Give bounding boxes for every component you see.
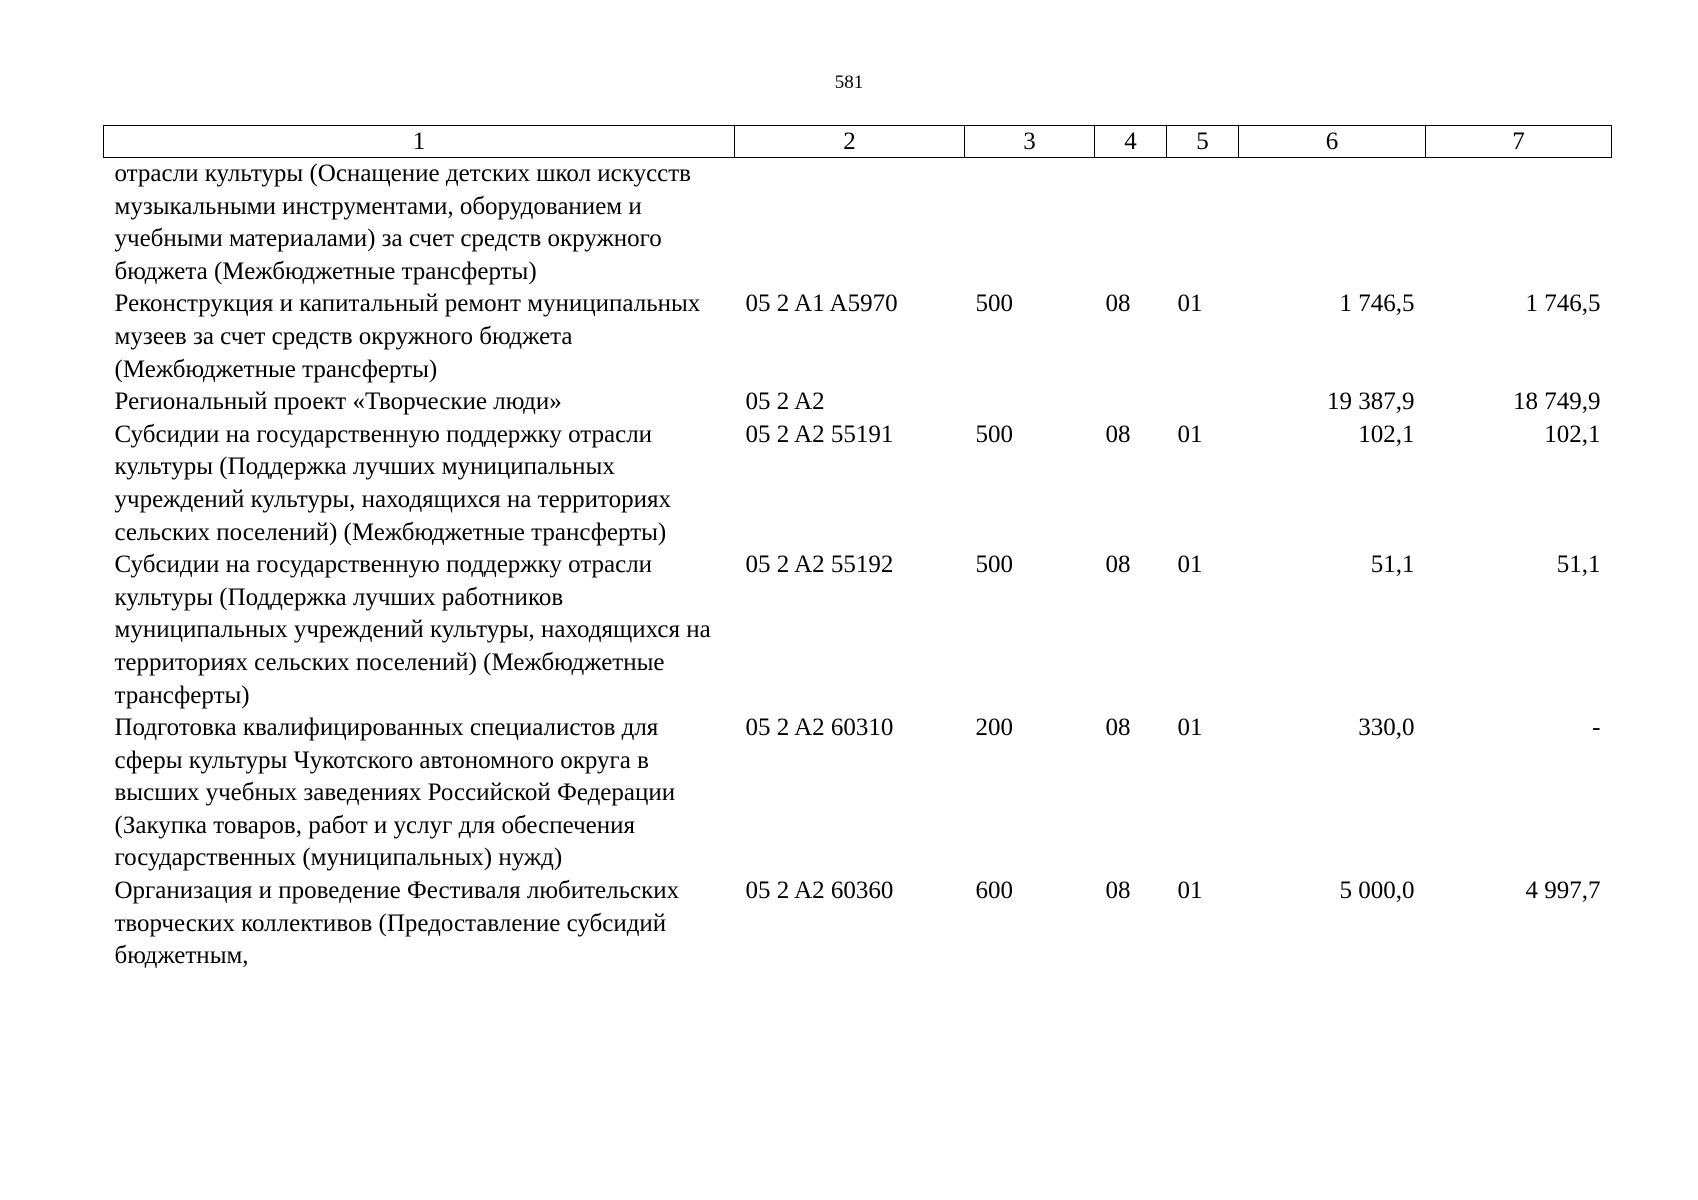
row-sum-2: 18 749,9	[1513, 388, 1601, 416]
row-sum-2: 102,1	[1544, 420, 1601, 448]
row-vr	[965, 158, 1095, 289]
row-description: Субсидии на государственную поддержку отрасли культуры (Поддержка лучших работников муниципальных учреждений культуры, находящихся на территориях сельских поселений) (Межбюджетные трансферты)	[114, 551, 711, 709]
row-pr	[1167, 386, 1239, 419]
row-pr: 01	[1177, 551, 1203, 579]
row-pr: 01	[1177, 290, 1203, 318]
row-pr: 01	[1177, 714, 1203, 742]
table-row	[104, 419, 1612, 549]
row-vr: 500	[975, 551, 1013, 579]
row-description: Субсидии на государственную поддержку отрасли культуры (Поддержка лучших муниципальных учреждений культуры, находящихся на территориях сельских поселений) (Межбюджетные трансферты)	[114, 420, 672, 546]
column-header-4: 4	[1095, 126, 1167, 158]
row-sum-1: 330,0	[1358, 714, 1415, 742]
table-row	[104, 549, 1612, 712]
table-row	[104, 712, 1612, 875]
row-vr: 500	[975, 290, 1013, 318]
row-rz: 08	[1105, 420, 1131, 448]
row-sum-2: -	[1592, 714, 1601, 742]
row-pr: 01	[1177, 877, 1203, 905]
row-sum-2: 1 746,5	[1525, 290, 1601, 318]
row-sum-1: 19 387,9	[1327, 388, 1415, 416]
row-description: отрасли культуры (Оснащение детских школ искусств музыкальными инструментами, оборудованием и учебными материалами) за счет средств окружного бюджета (Межбюджетные трансферты)	[114, 160, 691, 285]
row-rz: 08	[1105, 551, 1131, 579]
row-sum-1: 102,1	[1358, 420, 1415, 448]
row-vr: 500	[975, 420, 1013, 448]
column-header-7: 7	[1426, 126, 1612, 158]
row-rz: 08	[1105, 290, 1131, 318]
row-code: 05 2 A2 60360	[745, 877, 894, 905]
row-vr: 600	[975, 877, 1013, 905]
row-code: 05 2 A2 55192	[745, 551, 894, 579]
table-header-row	[104, 126, 1612, 158]
row-rz: 08	[1105, 714, 1131, 742]
row-sum-1: 1 746,5	[1339, 290, 1415, 318]
row-pr	[1167, 158, 1239, 289]
row-sum-2: 4 997,7	[1525, 877, 1601, 905]
table-row	[104, 875, 1612, 973]
row-code: 05 2 A2 55191	[745, 420, 894, 448]
row-description: Реконструкция и капитальный ремонт муниципальных музеев за счет средств окружного бюджета (Межбюджетные трансферты)	[114, 290, 701, 383]
column-header-1: 1	[104, 126, 735, 158]
table-row	[104, 386, 1612, 419]
row-vr: 200	[975, 714, 1013, 742]
budget-table	[103, 125, 1612, 973]
table-row	[104, 158, 1612, 289]
row-pr: 01	[1177, 420, 1203, 448]
page-number: 581	[834, 72, 864, 93]
column-header-3: 3	[965, 126, 1095, 158]
row-rz	[1095, 158, 1167, 289]
column-header-2: 2	[735, 126, 965, 158]
row-vr	[965, 386, 1095, 419]
column-header-6: 6	[1239, 126, 1426, 158]
row-description: Организация и проведение Фестиваля любительских творческих коллективов (Предоставление субсидий бюджетным,	[114, 877, 680, 970]
row-description: Подготовка квалифицированных специалистов для сферы культуры Чукотского автономного округа в высших учебных заведениях Российской Федерации (Закупка товаров, работ и услуг для обеспечения государственных (муниципальных) нужд)	[114, 714, 676, 872]
column-header-5: 5	[1167, 126, 1239, 158]
row-code: 05 2 A1 A5970	[745, 290, 898, 318]
row-code: 05 2 A2	[745, 388, 825, 416]
row-sum-1: 51,1	[1370, 551, 1415, 579]
row-code: 05 2 A2 60310	[745, 714, 894, 742]
table-row	[104, 288, 1612, 386]
row-sum-1	[1239, 158, 1426, 289]
row-code	[735, 158, 965, 289]
row-rz	[1095, 386, 1167, 419]
row-sum-1: 5 000,0	[1339, 877, 1415, 905]
row-rz: 08	[1105, 877, 1131, 905]
row-sum-2: 51,1	[1556, 551, 1601, 579]
row-sum-2	[1426, 158, 1612, 289]
row-description: Региональный проект «Творческие люди»	[114, 388, 562, 416]
